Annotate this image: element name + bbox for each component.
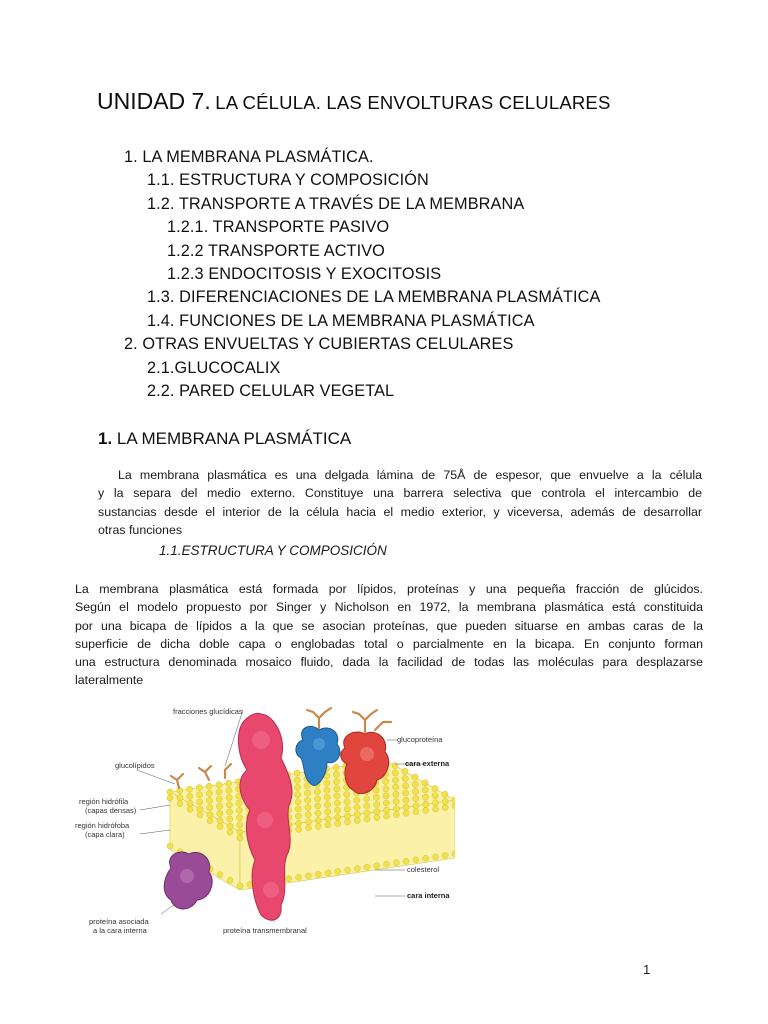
lipid-head [344, 813, 350, 819]
lipid-head [334, 800, 340, 806]
page-number: 1 [643, 962, 651, 977]
lipid-head [305, 797, 311, 803]
lipid-head [393, 791, 399, 797]
lipid-head [334, 786, 340, 792]
lipid-head [196, 785, 202, 791]
lipid-head [383, 800, 389, 806]
toc-item: 2.2. PARED CELULAR VEGETAL [147, 381, 395, 400]
lipid-head [286, 876, 292, 882]
lipid-head [374, 863, 380, 869]
lipid-head [196, 792, 202, 798]
lipid-head [304, 783, 310, 789]
lipid-head [412, 781, 418, 787]
lipid-head [423, 855, 429, 861]
lipid-head [305, 819, 311, 825]
label-cara-externa: cara externa [405, 759, 450, 768]
lipid-head [412, 774, 418, 780]
lipid-head [432, 800, 438, 806]
unit-title: LA CÉLULA. LAS ENVOLTURAS CELULARES [215, 92, 611, 113]
lipid-head [423, 807, 429, 813]
lipid-head [412, 788, 418, 794]
lipid-head [217, 872, 223, 878]
lipid-head [383, 793, 389, 799]
lipid-head [314, 796, 320, 802]
body-paragraph [75, 580, 703, 690]
lipid-head [393, 860, 399, 866]
section-number: 1. [98, 429, 113, 448]
lipid-head [295, 792, 301, 798]
lipid-head [354, 804, 360, 810]
lipid-head [227, 816, 233, 822]
lipid-head [227, 877, 233, 883]
membrane-figure [75, 700, 455, 940]
lipid-head [324, 802, 330, 808]
lipid-head [432, 793, 438, 799]
lipid-head [167, 795, 173, 801]
lipid-head [393, 784, 399, 790]
lipid-head [294, 784, 300, 790]
lipid-head [217, 818, 223, 824]
lipid-head [227, 823, 233, 829]
lipid-head [442, 798, 448, 804]
lipid-head [187, 806, 193, 812]
lipid-head [413, 857, 419, 863]
lipid-head [402, 768, 408, 774]
lipid-head [384, 861, 390, 867]
lipid-head [226, 780, 232, 786]
toc-item: 1.3. DIFERENCIACIONES DE LA MEMBRANA PLASMÁTICA [147, 288, 601, 306]
lipid-head [442, 853, 448, 859]
lipid-head [226, 809, 232, 815]
lipid-head [237, 835, 243, 841]
lipid-head [315, 823, 321, 829]
lipid-head [354, 866, 360, 872]
lipid-head [197, 812, 203, 818]
lipid-head [325, 870, 331, 876]
lipid-head [314, 789, 320, 795]
lipid-head [374, 815, 380, 821]
unit-number: UNIDAD 7. [97, 88, 211, 114]
paragraph-line: por una bicapa de lípidos a la que se asocian proteínas, que pueden situarse en ambas caras de la [75, 618, 703, 633]
paragraph-line: y la separa del medio externo. Constituye una barrera selectiva que controla el intercambio de [98, 486, 702, 501]
lipid-head [334, 807, 340, 813]
lipid-head [295, 806, 301, 812]
lipid-head [187, 793, 193, 799]
lipid-head [433, 806, 439, 812]
lipid-head [442, 805, 448, 811]
lipid-head [334, 779, 340, 785]
lipid-head [315, 803, 321, 809]
lipid-head [207, 805, 213, 811]
paragraph-line: lateralmente [75, 673, 144, 688]
label-asociada: proteína asociada [89, 917, 149, 926]
toc-item: 1.1. ESTRUCTURA Y COMPOSICIÓN [147, 171, 429, 189]
lipid-head [423, 801, 429, 807]
associated-protein [164, 852, 212, 909]
lipid-head [305, 804, 311, 810]
lipid-head [186, 786, 192, 792]
lipid-head [216, 796, 222, 802]
lipid-head [392, 763, 398, 769]
lipid-head [207, 818, 213, 824]
lipid-head [345, 819, 351, 825]
lipid-head [226, 787, 232, 793]
lipid-head [217, 824, 223, 830]
label-transmembranal: proteína transmembranal [223, 926, 307, 935]
lipid-head [227, 829, 233, 835]
lipid-head [383, 778, 389, 784]
lipid-head [167, 843, 173, 849]
lipid-head [432, 786, 438, 792]
lipid-head [364, 864, 370, 870]
paragraph-line: sustancias desde el interior de la célula hacia el medio exterior, y viceversa, además de desarrollar [98, 504, 702, 519]
label-colesterol: colesterol [407, 865, 440, 874]
lipid-head [197, 799, 203, 805]
lipid-head [364, 816, 370, 822]
lipid-head [226, 802, 232, 808]
lipid-head [237, 829, 243, 835]
lipid-head [364, 796, 370, 802]
lipid-head [305, 825, 311, 831]
lipid-head [216, 789, 222, 795]
lipid-head [294, 777, 300, 783]
lipid-head [236, 800, 242, 806]
lipid-head [315, 810, 321, 816]
toc-item: 1.2.2 TRANSPORTE ACTIVO [167, 241, 385, 260]
lipid-head [374, 801, 380, 807]
lipid-head [216, 803, 222, 809]
label-cara-interna: cara interna [407, 891, 450, 900]
label-hidrofoba-note: (capa clara) [85, 830, 125, 839]
label-glucoproteina: glucoproteína [397, 735, 443, 744]
lipid-head [364, 810, 370, 816]
label-hidrofoba: región hidrófoba [75, 821, 130, 830]
lipid-head [206, 783, 212, 789]
lipid-head [206, 797, 212, 803]
label-asociada-note: a la cara interna [93, 926, 147, 935]
lipid-head [207, 812, 213, 818]
lipid-head [335, 869, 341, 875]
lipid-head [177, 795, 183, 801]
lipid-head [403, 797, 409, 803]
lipid-head [296, 874, 302, 880]
lipid-head [325, 816, 331, 822]
paragraph-line: Según el modelo propuesto por Singer y Nicholson en 1972, la membrana plasmática está constituida [75, 600, 703, 615]
lipid-head [305, 812, 311, 818]
lipid-head [333, 764, 339, 770]
toc-item: 1.2.1. TRANSPORTE PASIVO [167, 218, 390, 236]
lipid-head [403, 858, 409, 864]
label-fracciones: fracciones glucídicas [173, 707, 243, 716]
toc-item: 1.4. FUNCIONES DE LA MEMBRANA PLASMÁTICA [147, 311, 535, 330]
intro-paragraph [98, 466, 702, 539]
lipid-head [354, 797, 360, 803]
lipid-head [422, 794, 428, 800]
section-title: LA MEMBRANA PLASMÁTICA [116, 429, 352, 448]
lipid-head [206, 790, 212, 796]
lipid-head [374, 809, 380, 815]
lipid-head [403, 804, 409, 810]
lipid-head [315, 871, 321, 877]
lipid-head [325, 809, 331, 815]
label-glucolipidos: glucolípidos [115, 761, 155, 770]
lipid-head [295, 799, 301, 805]
lipid-head [442, 791, 448, 797]
paragraph-line: La membrana plasmática está formada por lípidos, proteínas y una pequeña fracción de glúcidos. [75, 582, 703, 596]
toc-item: 2. OTRAS ENVUELTAS Y CUBIERTAS CELULARES [124, 335, 514, 353]
lipid-head [294, 770, 300, 776]
section-heading [98, 429, 351, 449]
lipid-head [413, 796, 419, 802]
lipid-head [236, 807, 242, 813]
paragraph-line: La membrana plasmática es una delgada lámina de 75Å de espesor, que envuelve a la célula [118, 468, 702, 482]
lipid-head [324, 794, 330, 800]
lipid-head [393, 799, 399, 805]
lipid-head [392, 777, 398, 783]
lipid-head [217, 810, 223, 816]
lipid-head [354, 818, 360, 824]
lipid-head [333, 771, 339, 777]
lipid-head [197, 806, 203, 812]
lipid-head [393, 806, 399, 812]
lipid-head [237, 822, 243, 828]
lipid-head [226, 795, 232, 801]
toc-item: 1. LA MEMBRANA PLASMÁTICA. [124, 148, 374, 166]
label-hidrofila-note: (capas densas) [85, 806, 137, 815]
toc-item: 1.2.3 ENDOCITOSIS Y EXOCITOSIS [167, 265, 442, 283]
lipid-head [177, 801, 183, 807]
lipid-head [344, 806, 350, 812]
lipid-head [304, 790, 310, 796]
lipid-head [392, 770, 398, 776]
lipid-head [384, 813, 390, 819]
lipid-head [403, 810, 409, 816]
page-title [97, 88, 611, 115]
lipid-head [364, 803, 370, 809]
lipid-head [335, 821, 341, 827]
lipid-head [325, 822, 331, 828]
lipid-head [335, 814, 341, 820]
lipid-head [413, 803, 419, 809]
lipid-head [354, 811, 360, 817]
lipid-head [422, 780, 428, 786]
lipid-head [402, 783, 408, 789]
lipid-head [324, 787, 330, 793]
lipid-head [422, 787, 428, 793]
lipid-head [305, 873, 311, 879]
lipid-head [383, 786, 389, 792]
lipid-head [373, 794, 379, 800]
lipid-head [237, 883, 243, 889]
paragraph-line: una estructura denominada mosaico fluido, dada la facilidad de todas las moléculas para desplazarse [75, 655, 703, 670]
toc-item: 1.2. TRANSPORTE A TRAVÉS DE LA MEMBRANA [147, 194, 525, 213]
paragraph-line: otras funciones [98, 522, 183, 537]
subsection-heading: 1.1.ESTRUCTURA Y COMPOSICIÓN [159, 543, 387, 558]
lipid-head [345, 867, 351, 873]
lipid-head [403, 790, 409, 796]
lipid-head [433, 854, 439, 860]
lipid-head [344, 799, 350, 805]
lipid-head [393, 812, 399, 818]
lipid-head [187, 800, 193, 806]
paragraph-line: superficie de dicha doble capa o englobadas total o parcialmente en la bicapa. En conjunto forman [75, 636, 703, 651]
lipid-head [167, 789, 173, 795]
toc-item: 2.1.GLUCOCALIX [147, 358, 281, 377]
lipid-head [334, 793, 340, 799]
lipid-head [413, 809, 419, 815]
lipid-head [384, 807, 390, 813]
lipid-head [296, 820, 302, 826]
label-hidrofila: región hidrófila [79, 797, 129, 806]
lipid-head [402, 776, 408, 782]
lipid-head [295, 813, 301, 819]
lipid-head [315, 817, 321, 823]
fluid-mosaic-diagram [75, 700, 455, 940]
lipid-head [344, 791, 350, 797]
lipid-head [324, 780, 330, 786]
lipid-head [296, 826, 302, 832]
lipid-head [216, 782, 222, 788]
lipid-head [236, 815, 242, 821]
